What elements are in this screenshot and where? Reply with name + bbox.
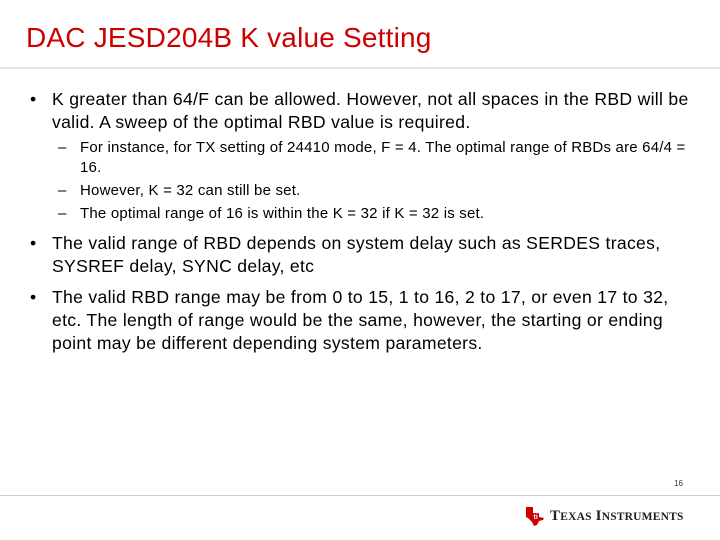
bullet-marker: • (30, 287, 37, 307)
texas-instruments-logo (524, 505, 684, 527)
logo-word-texas-rest: EXAS (560, 510, 592, 523)
sub-bullet-item (52, 138, 702, 178)
bullet-marker: • (30, 89, 37, 109)
sub-bullet-marker: – (58, 139, 67, 156)
slide-title: DAC JESD204B K value Setting (26, 22, 432, 53)
bullet-text: K greater than 64/F can be allowed. However, not all spaces in the RBD will be valid. A sweep of the optimal RBD value is required. (52, 89, 689, 132)
logo-word-instruments-rest: NSTRUMENTS (601, 510, 684, 523)
sub-bullet-text: For instance, for TX setting of 24410 mode, F = 4. The optimal range of RBDs are 64/4 = 16. (80, 139, 686, 176)
logo-word-texas-initial: T (550, 507, 561, 524)
bullet-item (30, 88, 702, 224)
sub-bullet-text: The optimal range of 16 is within the K = 32 if K = 32 is set. (80, 205, 485, 222)
bullet-item (30, 232, 702, 278)
title-divider (0, 67, 720, 69)
bullet-text: The valid range of RBD depends on system delay such as SERDES traces, SYSREF delay, SYNC delay, etc (52, 233, 661, 276)
texas-state-icon (524, 505, 546, 527)
bullet-text: The valid RBD range may be from 0 to 15, 1 to 16, 2 to 17, or even 17 to 32, etc. The length of range would be the same, however, the starting or ending point may be different depending system parameters. (52, 287, 669, 353)
footer-divider (0, 495, 720, 496)
sub-bullet-item (52, 181, 702, 201)
sub-bullet-marker: – (58, 182, 67, 199)
sub-bullet-marker: – (58, 205, 67, 222)
sub-bullet-item (52, 204, 702, 224)
svg-text:ti: ti (533, 514, 538, 521)
sub-bullet-text: However, K = 32 can still be set. (80, 182, 301, 199)
bullet-marker: • (30, 233, 37, 253)
page-number: 16 (674, 479, 683, 488)
sub-bullet-list (52, 138, 702, 224)
logo-wordmark (550, 508, 684, 525)
logo-word-instruments-initial: I (595, 507, 602, 524)
slide-body (30, 88, 702, 363)
bullet-item (30, 286, 702, 355)
